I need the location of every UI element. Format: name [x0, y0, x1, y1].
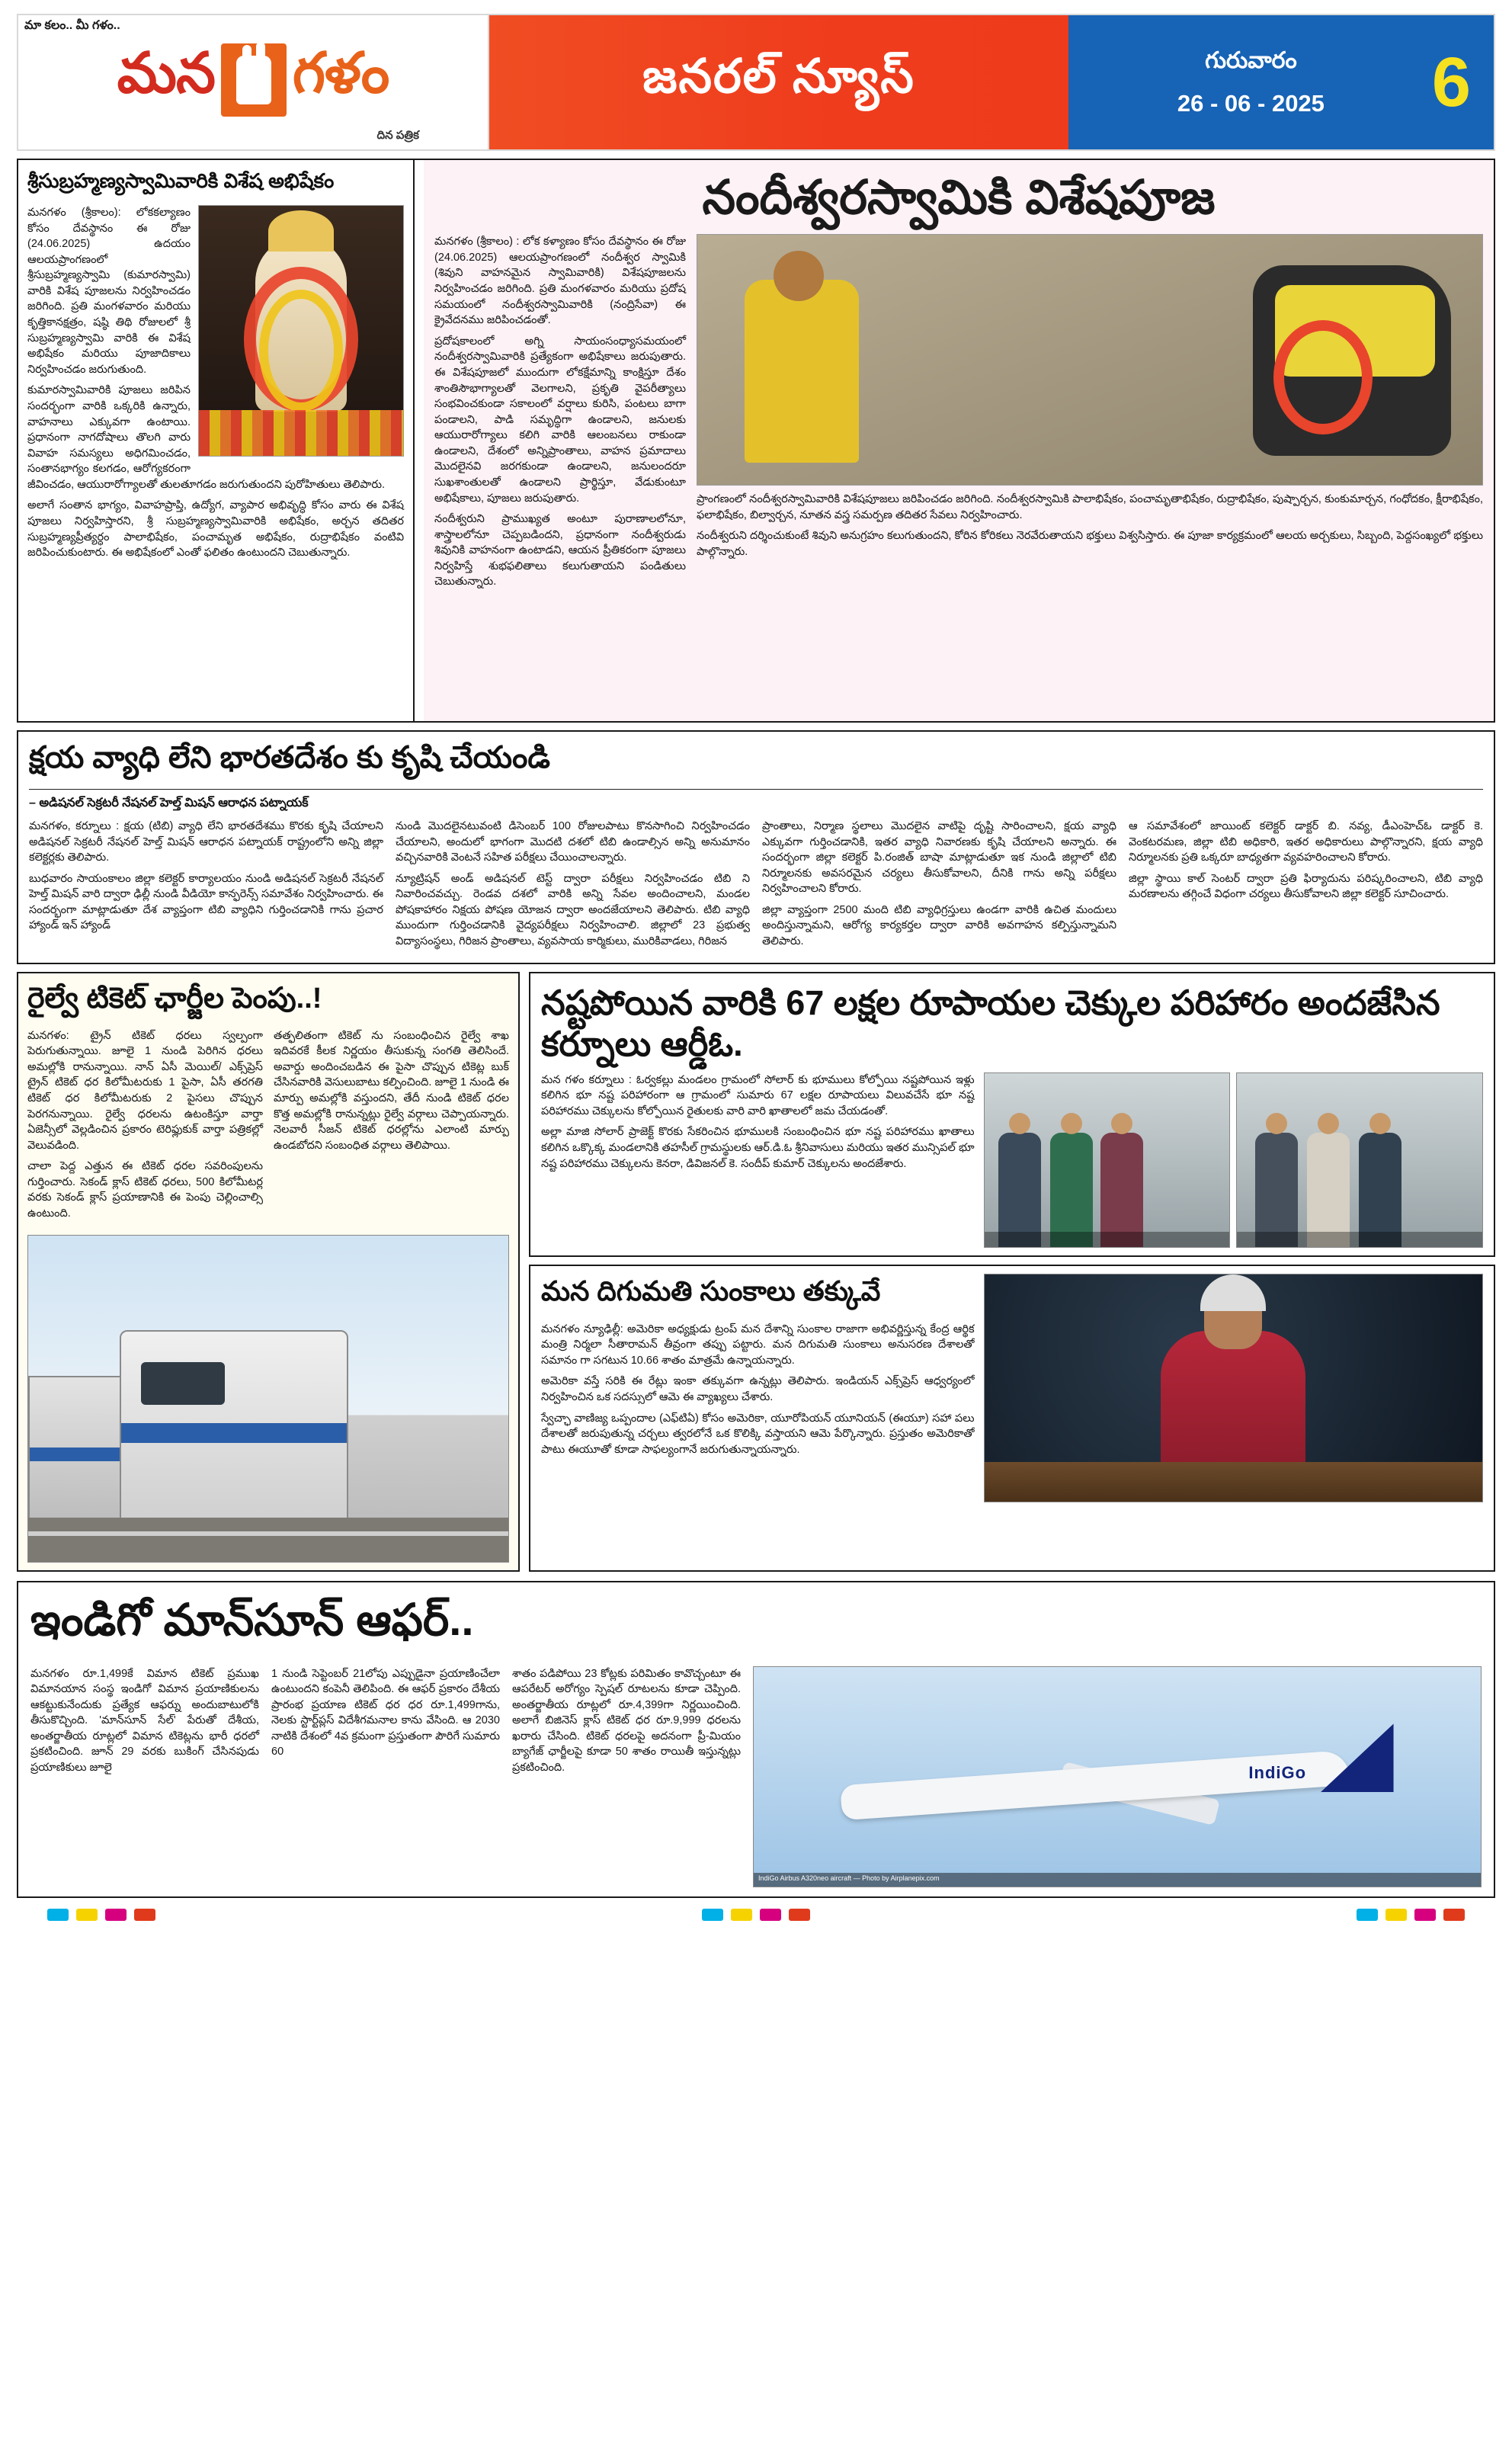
footer-dot	[47, 1909, 69, 1921]
tariff-p1: మనగళం న్యూఢిల్లీ: అమెరికా అధ్యక్షుడు ట్రంప్ మన దేశాన్ని సుంకాల రాజాగా అభివర్ణిస్తున్న కేంద్ర ఆర్థిక మంత్రి నిర్మలా సీతారామన్ తీవ్రంగా తప్పు పట్టారు. మన దిగుమతి సుంకాలు అనుసరణ దేశాలతో సమానం గా సగటున 10.66 శాతం మాత్రమే ఉన్నాయన్నారు.	[541, 1322, 975, 1367]
footer-dot	[134, 1909, 155, 1921]
article-tariff	[529, 1265, 1495, 1572]
footer-dot	[731, 1909, 752, 1921]
abhishekam-para-2: కుమారస్వామివారికి పూజలు జరిపిన సందర్భంగా వారికి ఒక్కరికి ఉన్నారు, వాహనాలు ఎక్కువగా ఉంటాయి. ప్రధానంగా నాగదోషాలు తొలగి వారు వివాహ సమస్యలు అధిగమించడం, సంతానభాగ్యం కలగడం, ఆరోగ్యకరంగా జీవించడం, ఆయురారోగ్యాలతో తులతూగడం జరుగుతుందని పురోహితులు తెలిపారు.	[27, 384, 386, 491]
footer-dots-right	[1357, 1909, 1465, 1921]
tb-c2-p2: న్యూట్రిషన్ అండ్ అడిషనల్ టెస్ట్ ద్వారా పరీక్షలు నిర్వహించడం టిబి ని నివారించవచ్చు. రెండవ దశలో వారికి అన్ని సేవల అందించాలని, మండల పోషకాహారం నిక్షయ పోషణ యోజన ద్వారా అందజేయాలని తెలిపారు. టిబి వ్యాధి ముందుగా గుర్తించడానికి వైద్యపరీక్షలు నిర్వహించాలి. జిల్లాలో 23 ప్రభుత్వ విద్యాసంస్థలు, గిరిజన ప్రాంతాలు, వ్యవసాయ కార్మికులు, మురికివాడలు, గిరిజన	[396, 872, 750, 948]
fist-icon	[221, 43, 287, 117]
nandi-col2-para-1: ప్రాంగణంలో నందీశ్వరస్వామివారికి విశేషపూజలు జరిపించడం జరిగింది. నందీశ్వరస్వామికి పాలాభిషేకం, పంచామృతాభిషేకం, రుద్రాభిషేకం, పుష్పార్చన, కుంకుమార్చన, గంధోదకం, క్షీరాభిషేకం, ఫలాభిషేకం, బిల్వార్చన, నూతన వస్త్ర సమర్పణ తదితర సేవలు నిర్వహించారు.	[697, 493, 1483, 521]
footer-dot	[105, 1909, 127, 1921]
article-indigo	[17, 1581, 1495, 1898]
nandi-puja-photo	[697, 234, 1483, 486]
logo-tagline: మా కలం.. మీ గళం..	[24, 19, 120, 32]
tb-c2-p1: నుండి మొదలైనటువంటి డిసెంబర్ 100 రోజులపాటు కొనసాగించి నిర్వహించడం చేయాలని, అందులో భాగంగా మొదటి దశలో టిబి ఉండాల్సిన అన్ని అనుమానం వచ్చినవారికి వెంటనే సహిత పరీక్షలు చేయించాలన్నారు.	[396, 820, 750, 864]
railway-c1-p1: మనగళం: ట్రైన్ టికెట్ ధరలు స్వల్పంగా పెరుగుతున్నాయి. జూలై 1 నుండి పెరిగిన ధరలు అమల్లోకి రానున్నాయి. నాన్ ఏసీ మెయిల్/ ఎక్స్‌ప్రెస్ ట్రైన్ టికెట్ ధర కిలోమీటరుకు 1 పైసా, ఏసీ తరగతి టికెట్ ధర కిలోమీటరుకు 2 పైసలు చొప్పున పెరగనున్నాయి. రైల్వే ధరలను ఉటంకిస్తూ వార్తా ఏజెన్సీలో వెల్లడించిన ప్రకారం టెరిఫ్లుకుక్ వార్తా పత్రికల్లో వెలువడింది.	[27, 1029, 263, 1152]
divider	[29, 789, 1483, 790]
date-label: 26 - 06 - 2025	[1177, 89, 1325, 117]
footer-dot	[1385, 1909, 1407, 1921]
indigo-livery-text: IndiGo	[1248, 1763, 1307, 1783]
nandi-col1-para-3: నందీశ్వరుని ప్రాముఖ్యత అంటూ పురాణాలలోనూ, శాస్త్రాలలోనూ చెప్పబడిందని, ప్రధానంగా నందీశ్వరుడు శివునికి వాహనంగా ఉంటాడని, ఆయన ప్రీతికరంగా పూజలు నిర్వహిస్తే శుభఫలితాలు కలుగుతాయని పండితులు చెబుతున్నారు.	[434, 513, 686, 588]
article-cheques	[529, 972, 1495, 1257]
indigo-c3: శాతం పడిపోయి 23 కోట్లకు పరిమితం కావొచ్చంటూ ఈ ఆపరేటర్ అరోగ్యం స్పెషల్ రూటలను కూడా చెప్పింది. అంతర్జాతీయ రూట్లలో రూ.4,399గా నిర్ణయించింది. అలాగే బిజినెస్ క్లాస్ టికెట్ ధర రూ.9,999 ధరలను ఖరారు చేసింది. టికెట్ ధరలపై అదనంగా ప్రీ-మియం బ్యాగేజ్ ఛార్జీలపై కూడా 50 శాతం రాయితీ ఇస్తున్నట్లు ప్రకటించింది.	[512, 1667, 741, 1775]
row-three	[17, 972, 1495, 1572]
weekday-label: గురువారం	[1205, 47, 1297, 73]
footer-color-bars	[17, 1909, 1495, 1921]
section-title-banner	[489, 14, 1068, 151]
cheque-distribution-photo-1	[984, 1072, 1231, 1248]
indigo-photo-caption: IndiGo Airbus A320neo aircraft — Photo by Airplanepix.com	[754, 1873, 1481, 1887]
railway-headline: రైల్వే టికెట్ ఛార్జీల పెంపు..!	[27, 982, 322, 1015]
logo-word-2: గళం	[292, 41, 389, 104]
railway-c2-p1: తత్ఫలితంగా టికెట్ ను సంబంధించిన రైల్వే శాఖ ఇదివరకే కీలక నిర్ణయం తీసుకున్న సంగతి తెలిసిందే. అవార్డు అందించబడిన ఈ పైసా చొప్పున టికెట్ల బుక్ చేసినవారికి వెసులుబాటు కల్పించింది. జూలై 1 నుండి ఈ మార్పు అమల్లోకి వస్తుందని, తేదీ నుండి టికెట్ ధరల కొత్త అమల్లోకి రానున్నట్లు రైల్వే వర్గాలు చెప్పాయన్నారు. నెలవారీ సీజన్ టికెట్ ధరల్లోను ఎలాంటి మార్పు ఉండబోదని సంబంధిత వర్గాలు తెలిపాయి.	[274, 1029, 509, 1152]
tb-c4-p1: ఆ సమావేశంలో జాయింట్ కలెక్టర్ డాక్టర్ బి. నవ్య, డీఎంహెచ్ఓ డాక్టర్ కె. వెంకటరమణ, జిల్లా టిబి అధికారి, ఇతర అధికారులు పాల్గొన్నారని, క్షయ వ్యాధి నిర్మూలనకు ప్రతి ఒక్కరూ బాధ్యతగా వ్యవహరించాలని కోరారు.	[1129, 820, 1483, 864]
tb-c3-p2: జిల్లా వ్యాప్తంగా 2500 మంది టిబి వ్యాధిగ్రస్తులు ఉండగా వారికి ఉచిత మందులు అందిస్తున్నామని, ఆరోగ్య కార్యకర్తల ద్వారా వారికి అవగాహన కల్పిస్తున్నామని తెలిపారు.	[762, 903, 1116, 948]
footer-dot	[789, 1909, 810, 1921]
lead-stories-block	[17, 159, 1495, 723]
footer-dot	[760, 1909, 781, 1921]
date-banner	[1068, 14, 1495, 151]
nandi-col2-para-2: నందీశ్వరుని దర్శించుకుంటే శివుని అనుగ్రహం కలుగుతుందని, కోరిన కోరికలు నెరవేరుతాయని భక్తులు విశ్వసిస్తారు. ఈ పూజా కార్యక్రమంలో ఆలయ అర్చకులు, సిబ్బంది, పెద్దసంఖ్యలో భక్తులు పాల్గొన్నారు.	[697, 530, 1483, 559]
footer-dots-left	[47, 1909, 155, 1921]
tb-subhead: – అడిషనల్ సెక్రటరీ నేషనల్ హెల్త్ మిషన్ ఆరాధన పట్నాయక్	[29, 797, 309, 810]
tariff-headline: మన దిగుమతి సుంకాలు తక్కువే	[541, 1274, 881, 1306]
nandi-col1-para-1: మనగళం (శ్రీకాలం) : లోక కళ్యాణం కోసం దేవస్థానం ఈ రోజు (24.06.2025) ఆలయప్రాంగణంలో నందీశ్వర స్వామికి (శివుని వాహనమైన స్వామివారికి) విశేషపూజలను నిర్వహించడం జరిగింది. ప్రతి మంగళవారం మరియు ప్రదోష సమయంలో నందీశ్వరస్వామివారికి (నంద్రిసేవా) ఈ క్రైవేదనము జరిపించడంతో.	[434, 236, 686, 327]
railway-c1-p2: చాలా పెద్ద ఎత్తున ఈ టికెట్ ధరల సవరింపులను గుర్తించారు. సెకండ్ క్లాస్ టికెట్ ధరలు, 500 కిలోమీటర్ల వరకు సెకండ్ క్లాస్ ప్రయాణానికి ఈ పెంపు చెల్లించాల్సి ఉంటుంది.	[27, 1160, 263, 1220]
tariff-p3: స్వేచ్ఛా వాణిజ్య ఒప్పందాల (ఎఫ్‌టిఏ) కోసం అమెరికా, యూరోపియన్ యూనియన్ (ఈయూ) సహా పలు దేశాలతో జరుపుతున్న చర్చలు త్వరలోనే ఒక కొలిక్కి వస్తాయని ఆమె పేర్కొన్నారు. ప్రస్తుతం అమెరికాతో పాటు ఈయూతో కూడా సాఫల్యంగానే జరుగుతున్నాయన్నారు.	[541, 1412, 975, 1456]
indigo-headline: ఇండిగో మాన్‌సూన్ ఆఫర్..	[30, 1595, 474, 1645]
footer-dots-center	[702, 1909, 810, 1921]
logo-word-1: మన	[117, 41, 215, 104]
nandi-col1-para-2: ప్రదోషకాలంలో అగ్ని సాయంసంధ్యాసమయంలో నందీశ్వరస్వామివారికి ప్రత్యేకంగా అభిషేకాలు జరుపుతారు. ఈ విశేషపూజలో ముందుగా లోకక్షేమాన్ని కాంక్షిస్తూ దేశం శాంతిసౌభాగ్యాలతో వెలగాలని, ప్రకృతి వైపరీత్యాలు సంభవించకుండా సకాలంలో వర్షాలు కురిసి, పంటలు బాగా పండాలని, పాడి సమృద్ధిగా ఉండాలని, జనులకు ఆయురారోగ్యాలు కలిగి వారికి ఆలంబనలు రాకుండా ఉండాలని, దేశంలో అన్నిప్రాంతాలు, వాహన ప్రమాదాలు మొదలైనవి జరగకుండా ఉండాలని, జనులందరూ సుఖశాంతులతో ఉండాలని ప్రార్థిస్తూ, వేడుకుంటూ అభిషేకాలు, పూజలు జరుపుతారు.	[434, 335, 686, 505]
footer-dot	[1443, 1909, 1465, 1921]
cheques-p2: అల్లా మాజి సోలార్ ప్రాజెక్ట్ కొరకు సేకరించిన భూములకి సంబంధించిన భూ నష్ట పరిహారము ఖాతాలు కలిగిన ఒక్కొక్క మండలానికి తహసీల్ గ్రామస్థులకు ఆర్.డి.ఓ శ్రీనివాసులు మరియు ఇతర మున్సిపల్ భూ నష్ట పరిహారము చెక్కులను కెనరా, డివిజనల్ కె. సందీప్ కుమార్ చెక్కులను అందజేశారు.	[541, 1126, 975, 1170]
section-title: జనరల్ న్యూస్	[642, 50, 915, 103]
tb-headline: క్షయ వ్యాధి లేని భారతదేశం కు కృషి చేయండి	[29, 741, 550, 774]
article-abhishekam	[18, 160, 415, 721]
tariff-p2: అమెరికా వస్తే సరికి ఈ రేట్లు ఇంకా తక్కువగా ఉన్నట్లు తెలిపారు. ఇండియన్ ఎక్స్‌ప్రెస్ ఆధ్వర్యంలో నిర్వహించిన ఒక సదస్సులో ఆమె ఈ వ్యాఖ్యలు చేశారు.	[541, 1375, 975, 1403]
footer-dot	[702, 1909, 723, 1921]
right-column-stack	[529, 972, 1495, 1572]
tb-c3-p1: ప్రాంతాలు, నిర్మాణ స్థలాలు మొదలైన వాటిపై దృష్టి సారించాలని, క్షయ వ్యాధి ఎక్కువగా గుర్తించడానికి, ఇతర వ్యాధి నివారణకు కృషి చేయాలని అన్నారు. ఈ సందర్భంగా జిల్లా కలెక్టర్ పి.రంజిత్ బాషా మాట్లాడుతూ ఇక నుండి జిల్లాలో టిబి నిర్మూలనకు అవసరమైన చర్యలు తీసుకోవాలని, దీనికి గాను అన్ని పరీక్షలు నిర్వహించాలని కోరారు.	[762, 820, 1116, 896]
logo-subtitle: దిన పత్రిక	[376, 129, 419, 142]
nandi-headline: నందీశ్వరస్వామికి విశేషపూజ	[702, 172, 1216, 224]
cheques-headline: నష్టపోయిన వారికి 67 లక్షల రూపాయల చెక్కుల పరిహారం అందజేసిన కర్నూలు ఆర్డీఓ.	[541, 983, 1440, 1063]
nirmala-sitharaman-photo	[984, 1274, 1483, 1502]
subrahmanya-idol-photo	[198, 205, 404, 457]
cheque-distribution-photo-2	[1236, 1072, 1483, 1248]
article-railway	[17, 972, 520, 1572]
publication-logo	[17, 14, 489, 151]
indigo-aircraft-photo	[753, 1666, 1482, 1887]
abhishekam-headline: శ్రీసుబ్రహ్మణ్యస్వామివారికి విశేష అభిషేకం	[27, 169, 335, 192]
indigo-c2: 1 నుండి సెప్టెంబర్ 21లోపు ఎప్పుడైనా ప్రయాణించేలా ఉంటుందని కంపెనీ తెలిపింది. ఈ ఆఫర్ ప్రకారం దేశీయ ప్రారంభ ప్రయాణ టికెట్ ధర ధర రూ.1,499గాను, నెలకు స్టార్ట్‌ప్లస్ విదేశీగమనాల కాను వేసింది. ఆ 2030 నాటికి దేశంలో 4వ క్రమంగా ప్రస్తుతంగా పౌరిగే సుమారు 60	[271, 1667, 500, 1758]
train-photo	[27, 1235, 509, 1563]
abhishekam-para-1: మనగళం (శ్రీకాలం): లోకకల్యాణం కోసం దేవస్థానం ఈ రోజు (24.06.2025) ఉదయం ఆలయప్రాంగణంలో శ్రీసుబ్రహ్మణ్యస్వామి (కుమారస్వామి) వారికి విశేష పూజలను నిర్వహించడం జరిగింది. ప్రతి మంగళవారం మరియు కృత్తికానక్షత్రం, షష్ఠి తిథి రోజులలో శ్రీ సుబ్రహ్మణ్యస్వామి వారికి ఈ విశేష అభిషేకం మరియు పూజాదికాలు నిర్వహించడం జరుగుతుంది.	[27, 207, 191, 376]
cheques-p1: మన గళం కర్నూలు : ఓర్వకల్లు మండలం గ్రామంలో సోలార్ కు భూములు కోల్పోయి నష్టపోయిన ఇళ్లు కలిగిన భూ నష్ట పరిహారంగా ఆ గ్రామంలో సుమారు 67 లక్షల రూపాయలు విలువచేసే భూ నష్ట పరిహారము చెక్కులను కోల్పోయిన రైతులకు వారి వారి ఖాతాలలో జమ చేయడంతో.	[541, 1073, 975, 1117]
masthead	[17, 14, 1495, 151]
footer-dot	[1357, 1909, 1378, 1921]
footer-dot	[1414, 1909, 1436, 1921]
tb-c1-p1: మనగళం, కర్నూలు : క్షయ (టిబి) వ్యాధి లేని భారతదేశము కొరకు కృషి చేయాలని అడిషనల్ సెక్రటరీ నేషనల్ హెల్త్ మిషన్ ఆరాధన పట్నాయక్ రాష్ట్రంలోని అన్ని జిల్లా కలెక్టర్లకు తెలిపారు.	[29, 820, 383, 864]
tb-c1-p2: బుధవారం సాయంకాలం జిల్లా కలెక్టర్ కార్యాలయం నుండి అడిషనల్ సెక్రటరీ నేషనల్ హెల్త్ మిషన్ వారి ద్వారా ఢిల్లీ నుండి వీడియో కాన్ఫరెన్స్ సమావేశం నిర్వహించారు. ఈ సందర్భంగా మాట్లాడుతూ దేశ వ్యాప్తంగా టిబి వ్యాధిని గుర్తించడానికి గాను ప్రచార హ్యాండ్ ఇన్ హ్యాండ్	[29, 872, 383, 932]
footer-dot	[76, 1909, 98, 1921]
page-number: 6	[1431, 43, 1471, 121]
article-nandi	[424, 160, 1494, 721]
abhishekam-para-3: అలాగే సంతాన భాగ్యం, వివాహప్రాప్తి, ఉద్యోగ, వ్యాపార అభివృద్ధి కోసం వారు ఈ విశేష పూజలు నిర్వహిస్తారని, శ్రీ సుబ్రహ్మణ్యస్వామివారికి అభిషేకం, అర్చన తదితర సుబ్రహ్మణ్యప్రీత్యర్ధం పాలాభిషేకం, పంచామృత అభిషేకం, రుద్రాభిషేకం వంటివి జరిపించుకుంటారు. ఈ అభిషేకంలో ఎంతో ఫలితం ఉంటుందని చెబుతున్నారు.	[27, 499, 404, 559]
article-tb	[17, 730, 1495, 964]
indigo-c1: మనగళం రూ.1,499కే విమాన టికెట్ ప్రముఖ విమానయాన సంస్థ ఇండిగో విమాన ప్రయాణికులను ఆకట్టుకునేందుకు ప్రత్యేక ఆఫర్ను అందుబాటులోకి తీసుకొచ్చింది. 'మాన్‌సూన్ సేల్' పేరుతో దేశీయ, అంతర్జాతీయ రూట్లలో విమాన టికెట్లను భారీ ధరలో ప్రకటించింది. జూన్ 29 వరకు బుకింగ్ చేసినపుడు ప్రయాణికులు జూలై	[30, 1667, 259, 1775]
tb-c4-p2: జిల్లా స్థాయి కాల్ సెంటర్ ద్వారా ప్రతి ఫిర్యాదును పరిష్కరించాలని, టిబి వ్యాధి మరణాలను తగ్గించే విధంగా చర్యలు తీసుకోవాలని జిల్లా కలెక్టర్ సూచించారు.	[1129, 872, 1483, 901]
